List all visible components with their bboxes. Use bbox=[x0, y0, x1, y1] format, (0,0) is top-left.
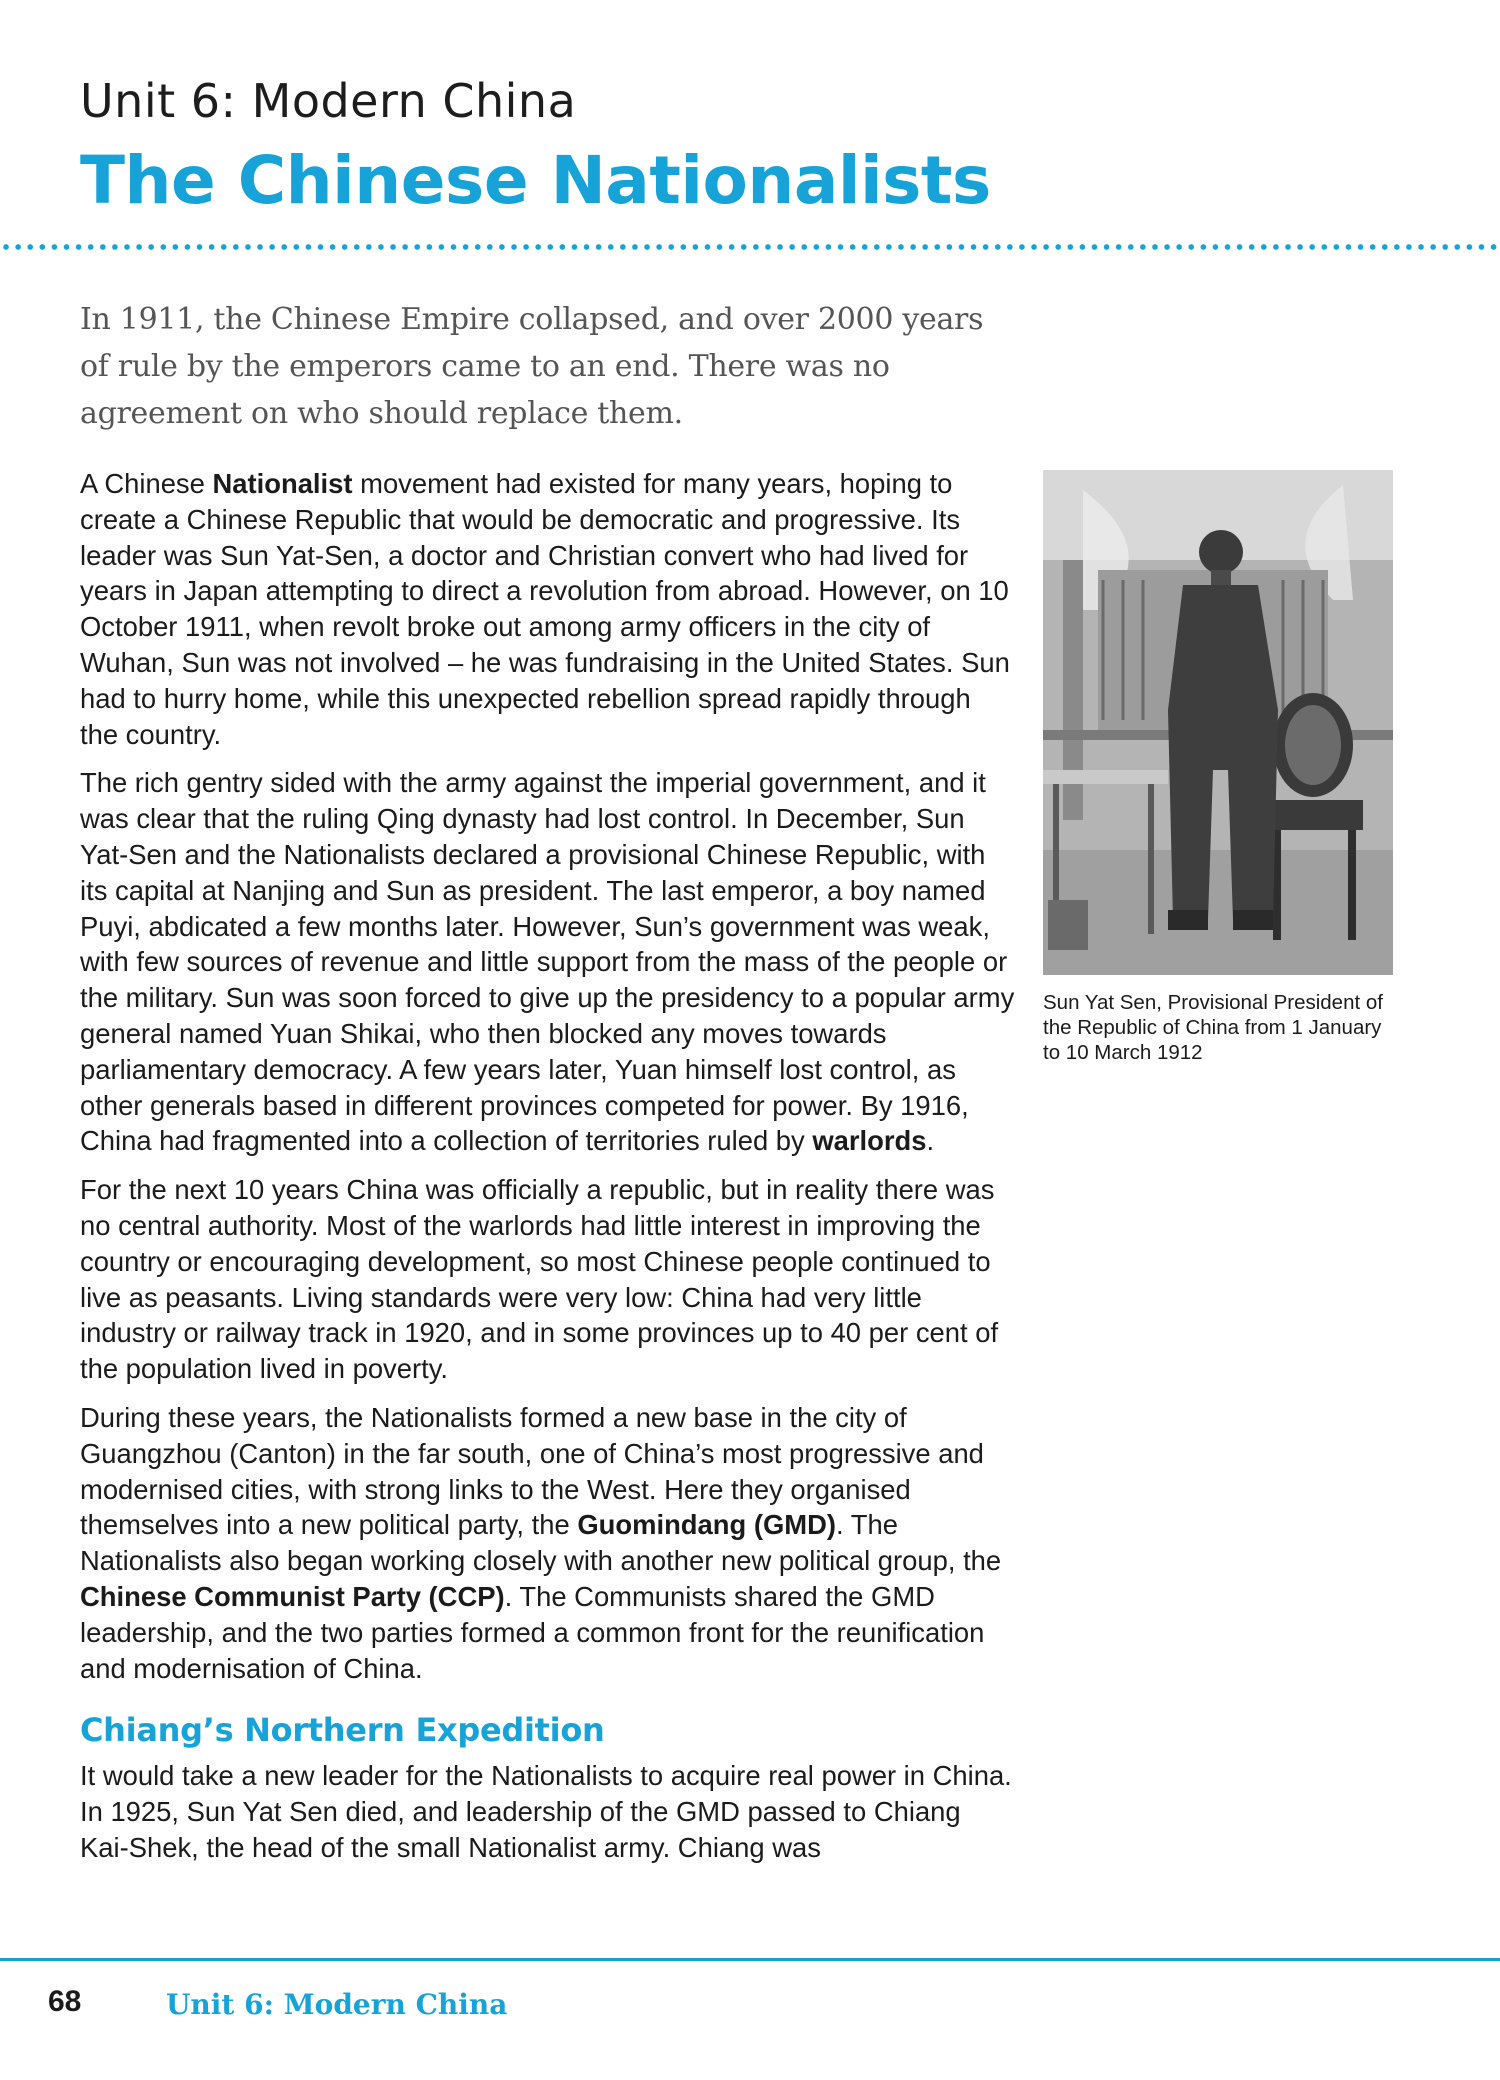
unit-title: Unit 6: Modern China bbox=[80, 74, 577, 128]
key-term-guomindang: Guomindang (GMD) bbox=[577, 1509, 836, 1541]
body-text: movement had existed for many years, hoping to create a Chinese Republic that would be democratic and progressive. Its leader was Sun Yat-Sen, a doctor and Christian convert who had lived for years in Japan attempting to direct a revolution from abroad. However, on 10 October 1911, when revolt broke out among army officers in the city of Wuhan, Sun was not involved – he was fundraising in the United States. Sun had to hurry home, while this unexpected rebellion spread rapidly through the country. bbox=[80, 468, 1010, 750]
body-paragraph-5: It would take a new leader for the Nationalists to acquire real power in China. In 1925, Sun Yat Sen died, and leadership of the GMD passed to Chiang Kai-Shek, the head of the small Nationalist army. Chiang was bbox=[80, 1760, 1012, 1863]
key-term-warlords: warlords bbox=[812, 1125, 927, 1157]
photo-caption: Sun Yat Sen, Provisional President of the Republic of China from 1 January to 10 March 1912 bbox=[1043, 991, 1383, 1064]
body-paragraph-3: For the next 10 years China was officially a republic, but in reality there was no central authority. Most of the warlords had little interest in improving the country or encouraging development, so most Chinese people continued to live as peasants. Living standards were very low: China had very little industry or railway track in 1920, and in some provinces up to 40 per cent of the population lived in poverty. bbox=[80, 1174, 999, 1385]
key-term-nationalist: Nationalist bbox=[212, 468, 353, 499]
section-heading: Chiang’s Northern Expedition bbox=[80, 1711, 605, 1750]
article-body bbox=[80, 466, 1015, 1879]
body-text: . The Communists shared the GMD leadership, and the two parties formed a common front for the reunification and modernisation of China. bbox=[80, 1580, 985, 1684]
intro-paragraph: In 1911, the Chinese Empire collapsed, and over 2000 years of rule by the emperors came to an end. There was no agreement on who should replace them. bbox=[80, 302, 984, 431]
photo-illustration bbox=[1043, 470, 1393, 975]
body-text: During these years, the Nationalists formed a new base in the city of Guangzhou (Canton) in the far south, one of China’s most progressive and modernised cities, with strong links to the West. Here they organised themselves into a new political party, the bbox=[80, 1401, 984, 1541]
dotted-divider bbox=[0, 243, 1500, 251]
body-text: The rich gentry sided with the army against the imperial government, and it was clear that the ruling Qing dynasty had lost control. In December, Sun Yat-Sen and the Nationalists declared a provisional Chinese Republic, with its capital at Nanjing and Sun as president. The last emperor, a boy named Puyi, abdicated a few months later. However, Sun’s government was weak, with few sources of revenue and little support from the mass of the people or the military. Sun was soon forced to give up the presidency to a popular army general named Yuan Shikai, who then blocked any moves towards parliamentary democracy. A few years later, Yuan himself lost control, as other generals based in different provinces competed for power. By 1916, China had fragmented into a collection of territories ruled by bbox=[80, 767, 1015, 1157]
sun-yat-sen-photo bbox=[1043, 470, 1393, 975]
body-paragraph-2 bbox=[80, 765, 1015, 1159]
page-number: 68 bbox=[48, 1985, 82, 2018]
footer-divider bbox=[0, 1958, 1500, 1961]
body-text: A Chinese bbox=[80, 468, 213, 499]
body-paragraph-1 bbox=[80, 466, 1015, 752]
footer-unit-label: Unit 6: Modern China bbox=[166, 1988, 508, 2021]
body-text: . The Nationalists also began working closely with another new political group, the bbox=[80, 1509, 1002, 1577]
body-text: . bbox=[926, 1125, 935, 1157]
key-term-ccp: Chinese Communist Party (CCP) bbox=[80, 1580, 505, 1612]
body-paragraph-4 bbox=[80, 1400, 1015, 1686]
page-title: The Chinese Nationalists bbox=[80, 142, 991, 219]
